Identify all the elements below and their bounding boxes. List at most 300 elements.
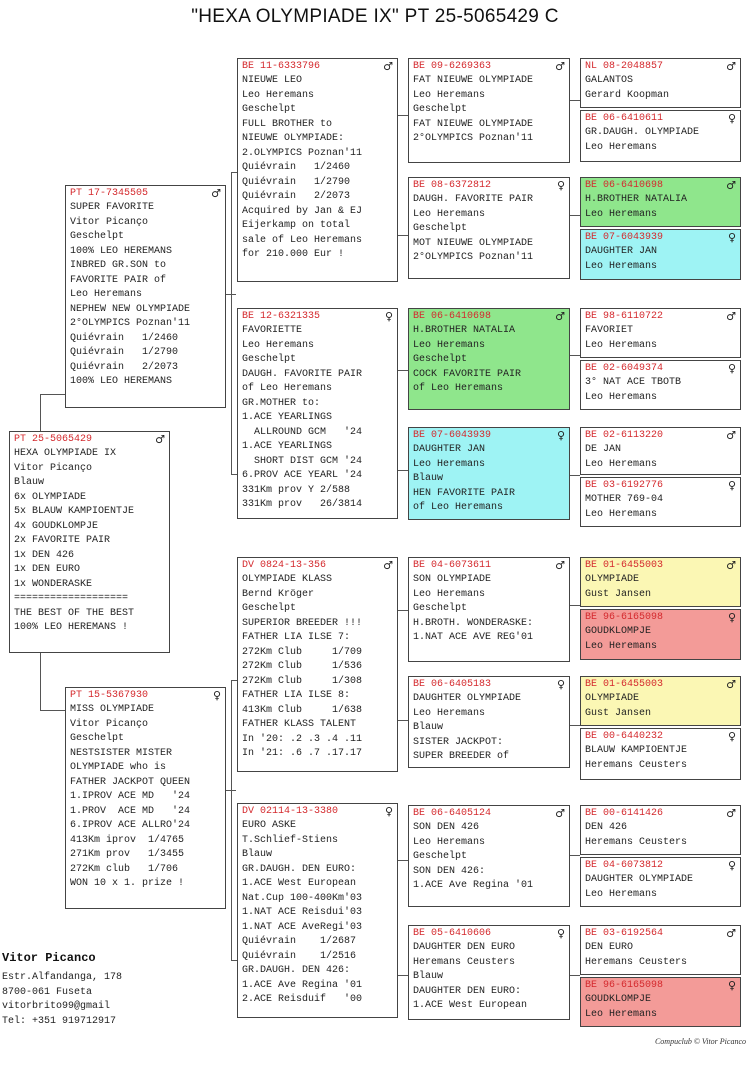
card-line: 272Km club 1/706 [70, 863, 179, 875]
card-line: SON DEN 426: [413, 865, 486, 877]
card-line: Vitor Picanço [70, 718, 149, 730]
card-line: Heremans Ceusters [585, 836, 688, 848]
ring-number: BE 07-6043939 [585, 232, 664, 243]
card-line: 100% LEO HEREMANS ! [14, 622, 129, 633]
card-header [409, 59, 569, 74]
ring-number: BE 96-6165098 [585, 980, 664, 991]
female-icon: ♀ [556, 429, 565, 442]
card-line: DAUGH. FAVORITE PAIR [242, 368, 363, 380]
female-icon: ♀ [727, 479, 736, 492]
card-line: Heremans Ceusters [413, 956, 516, 968]
card-line: Leo Heremans [585, 1008, 658, 1020]
ring-number: BE 00-6141426 [585, 808, 664, 819]
owner-name: Vitor Picanco [2, 951, 96, 965]
card-header [581, 558, 740, 573]
connector-line [570, 100, 580, 101]
male-icon: ♂ [155, 433, 165, 446]
card-line: 1x DEN 426 [14, 549, 75, 561]
connector-line [40, 394, 65, 395]
card-line: Blauw [413, 971, 444, 982]
card-line: Leo Heremans [413, 208, 486, 220]
card-line: Vitor Picanço [14, 462, 93, 474]
card-header [581, 677, 740, 692]
card-line: DEN EURO [585, 942, 634, 953]
card-line: 6x OLYMPIADE [14, 491, 87, 503]
card-line: Leo Heremans [70, 289, 143, 300]
owner-phone: Tel: +351 919712917 [2, 1015, 117, 1027]
card-line: Quiévrain 1/2516 [242, 950, 357, 962]
card-line: Geschelpt [70, 231, 125, 242]
ring-number: PT 15-5367930 [70, 690, 149, 701]
card-header [581, 926, 740, 941]
card-line: Leo Heremans [585, 208, 658, 220]
ring-number: DV 02114-13-3380 [242, 806, 339, 817]
card-line: Leo Heremans [242, 89, 315, 101]
male-icon: ♂ [555, 310, 565, 323]
ring-number: BE 02-6049374 [585, 363, 664, 374]
card-line: Geschelpt [70, 733, 125, 744]
card-line: Geschelpt [242, 354, 297, 365]
card-line: DAUGHTER DEN EURO [413, 942, 516, 953]
card-line: Heremans Ceusters [585, 759, 688, 771]
card-line: 2x FAVORITE PAIR [14, 535, 111, 546]
card-line: Leo Heremans [585, 640, 658, 652]
card-header [581, 59, 740, 74]
pigeon-card-g4[interactable] [580, 229, 741, 280]
card-line: Quiévrain 1/2790 [242, 176, 351, 188]
card-header [581, 478, 740, 493]
card-header [581, 111, 740, 126]
card-line: 331Km prov 26/3814 [242, 499, 363, 510]
card-line: GR.DAUGH. OLYMPIADE [585, 127, 700, 138]
ring-number: BE 05-6410606 [413, 928, 492, 939]
card-line: GALANTOS [585, 75, 634, 86]
card-line: NEPHEW NEW OLYMPIADE [70, 303, 191, 315]
connector-line [398, 610, 408, 611]
card-line: GOUDKLOMPJE [585, 626, 652, 637]
connector-line [398, 860, 408, 861]
card-line: 100% LEO HEREMANS [70, 376, 173, 387]
card-line: Leo Heremans [242, 339, 315, 351]
male-icon: ♂ [726, 60, 736, 73]
card-line: NIEUWE LEO [242, 75, 303, 86]
card-line: Leo Heremans [585, 888, 658, 900]
card-line: 2°OLYMPICS Poznan'11 [413, 252, 534, 263]
card-line: H.BROTH. WONDERASKE: [413, 617, 534, 629]
card-line: 413Km iprov 1/4765 [70, 834, 185, 846]
card-line: OLYMPIADE [585, 574, 640, 585]
card-line: SHORT DIST GCM '24 [242, 455, 363, 467]
pigeon-card-mfm[interactable] [408, 676, 570, 768]
card-line: FAT NIEUWE OLYMPIADE [413, 75, 534, 86]
female-icon: ♀ [727, 859, 736, 872]
ring-number: DV 0824-13-356 [242, 560, 327, 571]
card-line: Quiévrain 1/2687 [242, 936, 357, 947]
male-icon: ♂ [383, 559, 393, 572]
card-line: Leo Heremans [413, 339, 486, 351]
card-line: GR.MOTHER to: [242, 397, 321, 409]
female-icon: ♀ [556, 678, 565, 691]
connector-line [40, 653, 41, 710]
card-header [238, 558, 397, 573]
card-header [581, 978, 740, 993]
ring-number: BE 06-6410611 [585, 113, 664, 124]
card-line: 6.IPROV ACE ALLRO'24 [70, 820, 191, 831]
card-line: BLAUW KAMPIOENTJE [585, 745, 688, 756]
card-line: 413Km Club 1/638 [242, 704, 363, 716]
card-header [238, 804, 397, 819]
pigeon-card-ffm[interactable] [408, 177, 570, 279]
card-line: In '20: .2 .3 .4 .11 [242, 733, 363, 745]
card-line: 2.ACE Reisduif '00 [242, 994, 363, 1005]
card-header [581, 806, 740, 821]
card-line: SUPERIOR BREEDER !!! [242, 617, 363, 629]
card-line: sale of Leo Heremans [242, 234, 363, 246]
card-line: OLYMPIADE [585, 693, 640, 704]
card-line: Geschelpt [413, 603, 468, 614]
card-line: DAUGHTER OLYMPIADE [413, 693, 522, 704]
card-line: Gust Jansen [585, 707, 652, 719]
card-line: =================== [14, 593, 129, 604]
card-line: WON 10 x 1. prize ! [70, 878, 185, 889]
card-line: 3° NAT ACE TBOTB [585, 377, 682, 388]
male-icon: ♂ [555, 60, 565, 73]
card-line: for 210.000 Eur ! [242, 249, 345, 260]
ring-number: BE 03-6192776 [585, 480, 664, 491]
connector-line [570, 475, 580, 476]
card-line: MISS OLYMPIADE [70, 704, 155, 715]
ring-number: BE 06-6405183 [413, 679, 492, 690]
card-line: Blauw [14, 477, 45, 488]
card-line: Leo Heremans [413, 836, 486, 848]
card-header [238, 59, 397, 74]
ring-number: PT 25-5065429 [14, 434, 93, 445]
card-line: 1x DEN EURO [14, 564, 81, 575]
pigeon-card-g9[interactable] [580, 557, 741, 607]
connector-line [570, 215, 580, 216]
card-line: Blauw [413, 722, 444, 733]
pigeon-card-g1[interactable] [580, 58, 741, 108]
pigeon-card-g14[interactable] [580, 857, 741, 907]
card-line: FAVORIET [585, 325, 634, 336]
pigeon-card-g5[interactable] [580, 308, 741, 358]
female-icon: ♀ [556, 927, 565, 940]
connector-line [570, 725, 580, 726]
card-line: 1.NAT ACE AveRegi'03 [242, 921, 363, 933]
card-line: FATHER JACKPOT QUEEN [70, 776, 191, 788]
card-header [238, 309, 397, 324]
card-header [581, 729, 740, 744]
card-line: GOUDKLOMPJE [585, 994, 652, 1005]
card-line: 331Km prov Y 2/588 [242, 484, 351, 496]
card-line: HEXA OLYMPIADE IX [14, 448, 117, 459]
card-line: Leo Heremans [585, 141, 658, 153]
male-icon: ♂ [211, 187, 221, 200]
card-line: 2°OLYMPICS Poznan'11 [413, 133, 534, 144]
card-line: FATHER LIA ILSE 8: [242, 690, 351, 701]
card-line: of Leo Heremans [413, 502, 504, 513]
pigeon-card-g3[interactable] [580, 177, 741, 227]
card-line: Heremans Ceusters [585, 956, 688, 968]
ring-number: BE 00-6440232 [585, 731, 664, 742]
card-header [409, 558, 569, 573]
connector-line [398, 370, 408, 371]
card-line: Leo Heremans [413, 588, 486, 600]
card-line: Leo Heremans [585, 458, 658, 470]
card-line: 6.PROV ACE YEARL '24 [242, 470, 363, 481]
female-icon: ♀ [727, 979, 736, 992]
male-icon: ♂ [555, 559, 565, 572]
ring-number: BE 07-6043939 [413, 430, 492, 441]
connector-line [570, 975, 580, 976]
card-line: FAVORIETTE [242, 325, 303, 336]
card-header [409, 178, 569, 193]
connector-line [398, 975, 408, 976]
pigeon-card-paternal-grandmother[interactable] [237, 308, 398, 519]
male-icon: ♂ [726, 429, 736, 442]
pigeon-card-maternal-grandmother[interactable] [237, 803, 398, 1018]
card-line: DAUGHTER OLYMPIADE [585, 874, 694, 885]
card-line: SON DEN 426 [413, 822, 480, 833]
card-line: HEN FAVORITE PAIR [413, 487, 516, 499]
card-header [581, 428, 740, 443]
connector-line [231, 680, 232, 960]
owner-email[interactable]: vitorbrito99@gmail [2, 1001, 111, 1012]
ring-number: BE 08-6372812 [413, 180, 492, 191]
ring-number: BE 01-6455003 [585, 560, 664, 571]
card-line: DE JAN [585, 444, 622, 455]
pigeon-card-mmm[interactable] [408, 925, 570, 1020]
card-line: INBRED GR.SON to [70, 260, 167, 271]
card-line: GR.DAUGH. DEN 426: [242, 965, 351, 976]
card-line: Leo Heremans [413, 89, 486, 101]
male-icon: ♂ [726, 927, 736, 940]
card-header [581, 858, 740, 873]
card-line: 272Km Club 1/308 [242, 675, 363, 687]
pigeon-card-g7[interactable] [580, 427, 741, 475]
card-header [409, 806, 569, 821]
card-line: SUPER BREEDER of [413, 751, 510, 762]
card-header [66, 688, 225, 703]
card-header [581, 230, 740, 245]
card-line: FULL BROTHER to [242, 118, 333, 130]
owner-info [2, 951, 122, 1029]
ring-number: BE 06-6410698 [585, 180, 664, 191]
card-line: Leo Heremans [585, 391, 658, 403]
card-line: OLYMPIADE KLASS [242, 574, 333, 585]
connector-line [231, 172, 232, 474]
card-line: Quiévrain 2/2073 [242, 191, 351, 202]
pigeon-card-g11[interactable] [580, 676, 741, 726]
card-line: DAUGHTER JAN [413, 444, 486, 455]
pigeon-card-g2[interactable] [580, 110, 741, 162]
male-icon: ♂ [726, 678, 736, 691]
female-icon: ♀ [727, 231, 736, 244]
card-line: Geschelpt [413, 354, 468, 365]
card-line: H.BROTHER NATALIA [585, 194, 688, 205]
pigeon-card-g10[interactable] [580, 609, 741, 660]
card-line: Geschelpt [242, 104, 297, 115]
card-line: 1.NAT ACE Reisdui'03 [242, 907, 363, 918]
ring-number: BE 98-6110722 [585, 311, 664, 322]
card-line: Geschelpt [413, 104, 468, 115]
card-line: DAUGH. FAVORITE PAIR [413, 194, 534, 205]
female-icon: ♀ [384, 805, 393, 818]
card-line: Bernd Kröger [242, 588, 315, 600]
pigeon-card-fmf[interactable] [408, 308, 570, 410]
card-header [66, 186, 225, 201]
connector-line [398, 235, 408, 236]
card-line: OLYMPIADE who is [70, 762, 167, 773]
card-line: 1x WONDERASKE [14, 578, 93, 590]
card-line: MOTHER 769-04 [585, 494, 664, 505]
card-line: 5x BLAUW KAMPIOENTJE [14, 506, 135, 517]
male-icon: ♂ [726, 807, 736, 820]
card-line: Quiévrain 1/2460 [70, 332, 179, 344]
card-line: Gerard Koopman [585, 89, 670, 101]
ring-number: PT 17-7345505 [70, 188, 149, 199]
pigeon-card-fmm[interactable] [408, 427, 570, 520]
card-header [409, 926, 569, 941]
pigeon-card-mmf[interactable] [408, 805, 570, 907]
card-line: Eijerkamp on total [242, 220, 351, 231]
owner-city: 8700-061 Fuseta [2, 986, 93, 998]
pigeon-card-fff[interactable] [408, 58, 570, 163]
pigeon-card-main[interactable] [9, 431, 170, 653]
pigeon-card-g12[interactable] [580, 728, 741, 780]
ring-number: BE 03-6192564 [585, 928, 664, 939]
connector-line [398, 115, 408, 116]
female-icon: ♀ [384, 310, 393, 323]
card-line: SUPER FAVORITE [70, 202, 155, 213]
male-icon: ♂ [555, 807, 565, 820]
connector-line [398, 470, 408, 471]
male-icon: ♂ [726, 559, 736, 572]
credit-footer: Compuclub © Vitor Picanco [654, 1037, 746, 1046]
pigeon-card-g15[interactable] [580, 925, 741, 975]
card-line: of Leo Heremans [242, 383, 333, 394]
card-line: 1.ACE Ave Regina '01 [242, 979, 363, 991]
ring-number: BE 04-6073812 [585, 860, 664, 871]
pigeon-card-maternal-grandfather[interactable] [237, 557, 398, 772]
pigeon-card-mother[interactable] [65, 687, 226, 909]
female-icon: ♀ [727, 112, 736, 125]
card-header [581, 610, 740, 625]
pigeon-card-paternal-grandfather[interactable] [237, 58, 398, 282]
card-line: 272Km Club 1/709 [242, 646, 363, 658]
card-line: FATHER KLASS TALENT [242, 719, 357, 730]
card-line: H.BROTHER NATALIA [413, 325, 516, 336]
connector-line [570, 355, 580, 356]
card-line: DAUGHTER DEN EURO: [413, 985, 522, 997]
pigeon-card-g8[interactable] [580, 477, 741, 527]
ring-number: BE 11-6333796 [242, 61, 321, 72]
ring-number: BE 01-6455003 [585, 679, 664, 690]
ring-number: BE 96-6165098 [585, 612, 664, 623]
card-line: MOT NIEUWE OLYMPIADE [413, 237, 534, 249]
ring-number: BE 06-6410698 [413, 311, 492, 322]
male-icon: ♂ [726, 179, 736, 192]
card-line: 1.NAT ACE AVE REG'01 [413, 632, 534, 643]
card-line: FAVORITE PAIR of [70, 274, 167, 286]
ring-number: BE 12-6321335 [242, 311, 321, 322]
card-line: 100% LEO HEREMANS [70, 245, 173, 257]
card-line: Geschelpt [242, 603, 297, 614]
card-line: Quiévrain 1/2790 [70, 347, 179, 358]
card-line: T.Schlief-Stiens [242, 834, 339, 846]
card-line: 271Km prov 1/3455 [70, 849, 185, 860]
female-icon: ♀ [212, 689, 221, 702]
card-line: 1.ACE West European [413, 1000, 528, 1011]
card-line: EURO ASKE [242, 820, 297, 831]
card-header [409, 428, 569, 443]
card-line: 2.OLYMPICS Poznan'11 [242, 147, 363, 159]
ring-number: NL 08-2048857 [585, 61, 664, 72]
card-line: DEN 426 [585, 822, 628, 833]
card-line: Blauw [413, 473, 444, 484]
card-line: Leo Heremans [413, 458, 486, 470]
male-icon: ♂ [726, 310, 736, 323]
ring-number: BE 04-6073611 [413, 560, 492, 571]
female-icon: ♀ [727, 730, 736, 743]
card-line: 1.ACE YEARLINGS [242, 412, 333, 423]
male-icon: ♂ [383, 60, 393, 73]
ring-number: BE 06-6405124 [413, 808, 492, 819]
card-line: COCK FAVORITE PAIR [413, 368, 522, 380]
card-line: NESTSISTER MISTER [70, 747, 173, 759]
ring-number: BE 02-6113220 [585, 430, 664, 441]
pigeon-card-g6[interactable] [580, 360, 741, 410]
card-header [581, 178, 740, 193]
card-line: 1.IPROV ACE MD '24 [70, 791, 191, 802]
card-header [409, 677, 569, 692]
card-line: 1.ACE YEARLINGS [242, 441, 333, 452]
card-line: Quiévrain 2/2073 [70, 361, 179, 373]
card-line: DAUGHTER JAN [585, 246, 658, 257]
card-header [581, 309, 740, 324]
pigeon-card-father[interactable] [65, 185, 226, 408]
card-line: Leo Heremans [585, 339, 658, 351]
card-line: SISTER JACKPOT: [413, 736, 504, 748]
card-line: NIEUWE OLYMPIADE: [242, 133, 345, 144]
card-line: Leo Heremans [585, 260, 658, 272]
pigeon-card-g13[interactable] [580, 805, 741, 855]
card-line: In '21: .6 .7 .17.17 [242, 748, 363, 759]
female-icon: ♀ [556, 179, 565, 192]
pigeon-card-g16[interactable] [580, 977, 741, 1027]
card-line: Geschelpt [413, 223, 468, 234]
card-line: Quiévrain 1/2460 [242, 162, 351, 173]
card-line: 1.PROV ACE MD '24 [70, 805, 191, 817]
connector-line [570, 605, 580, 606]
card-line: 1.ACE Ave Regina '01 [413, 880, 534, 891]
card-line: Gust Jansen [585, 588, 652, 600]
card-line: ALLROUND GCM '24 [242, 426, 363, 438]
connector-line [570, 855, 580, 856]
pigeon-card-mff[interactable] [408, 557, 570, 662]
card-line: 272Km Club 1/536 [242, 661, 363, 672]
card-line: SON OLYMPIADE [413, 574, 492, 585]
connector-line [40, 710, 65, 711]
card-line: THE BEST OF THE BEST [14, 607, 135, 619]
card-header [581, 361, 740, 376]
female-icon: ♀ [727, 611, 736, 624]
female-icon: ♀ [727, 362, 736, 375]
card-line: 1.ACE West European [242, 878, 357, 889]
card-line: Geschelpt [413, 851, 468, 862]
card-line: Blauw [242, 849, 273, 860]
card-line: Leo Heremans [585, 508, 658, 520]
